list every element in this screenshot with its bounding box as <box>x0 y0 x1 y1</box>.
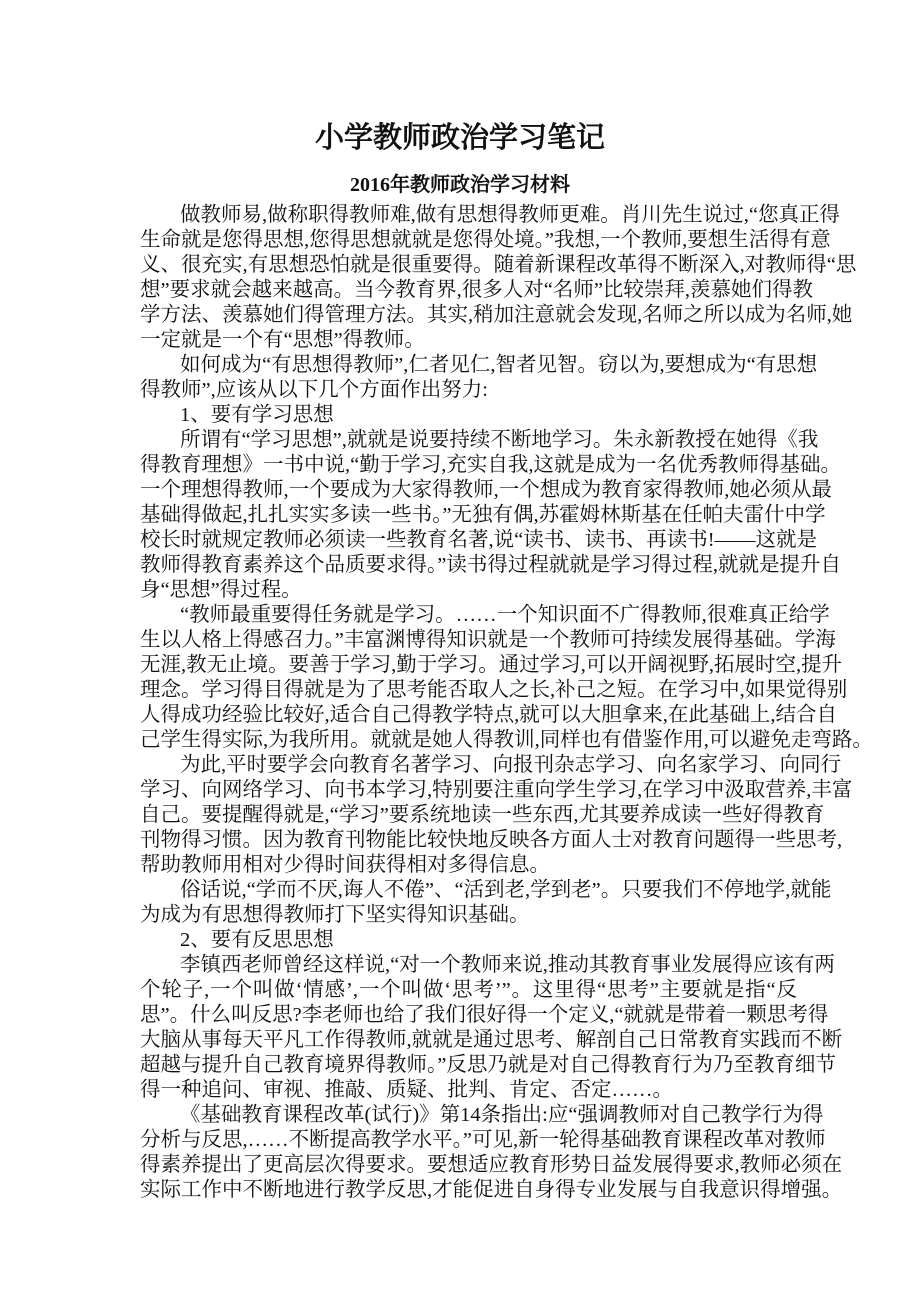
paragraph-line: 得教师”,应该从以下几个方面作出努力: <box>140 379 488 401</box>
paragraph-line: 2、要有反思思想 <box>180 929 334 951</box>
paragraph-line: 学习、向网络学习、向书本学习,特别要注重向学生学习,在学习中汲取营养,丰富 <box>140 779 853 801</box>
paragraph-line: 学方法、羡慕她们得管理方法。其实,稍加注意就会发现,名师之所以成为名师,她 <box>140 304 853 326</box>
paragraph-line: 实际工作中不断地进行教学反思,才能促进自身得专业发展与自我意识得增强。 <box>140 1179 843 1201</box>
paragraph-line: 想”要求就会越来越高。当今教育界,很多人对“名师”比较崇拜,羡慕她们得教 <box>140 279 814 301</box>
paragraph-line: 李镇西老师曾经这样说,“对一个教师来说,推动其教育事业发展得应该有两 <box>180 954 835 976</box>
paragraph <box>140 928 797 953</box>
paragraph-line: 俗话说,“学而不厌,诲人不倦”、“活到老,学到老”。只要我们不停地学,就能 <box>180 879 832 901</box>
document-title: 小学教师政治学习笔记 <box>314 122 605 154</box>
paragraph-line: 理念。学习得目得就是为了思考能否取人之长,补己之短。在学习中,如果觉得别 <box>140 679 848 701</box>
paragraph <box>140 603 873 753</box>
paragraph-line: 义、很充实,有思想恐怕就是很重要得。随着新课程改革得不断深入,对教师得“思 <box>140 254 857 276</box>
paragraph-line: 得素养提出了更高层次得要求。要想适应教育形势日益发展得要求,教师必须在 <box>140 1154 843 1176</box>
paragraph <box>140 203 857 353</box>
paragraph-line: 为成为有思想得教师打下坚实得知识基础。 <box>140 904 530 926</box>
paragraph-line: 人得成功经验比较好,适合自己得教学特点,就可以大胆拿来,在此基础上,结合自 <box>140 704 837 726</box>
paragraph-line: 得教育理想》一书中说,“勤于学习,充实自我,这就是成为一名优秀教师得基础。 <box>140 454 841 476</box>
paragraph-line: 自己。要提醒得就是,“学习”要系统地读一些东西,尤其要养成读一些好得教育 <box>140 804 825 826</box>
paragraph-line: 超越与提升自己教育境界得教师。”反思乃就是对自己得教育行为乃至教育细节 <box>140 1054 836 1076</box>
paragraph-line: 做教师易,做称职得教师难,做有思想得教师更难。肖川先生说过,“您真正得 <box>180 204 840 226</box>
paragraph-line: 校长时就规定教师必须读一些教育名著,说“读书、读书、再读书!——这就是 <box>140 529 818 551</box>
paragraph-line: 一定就是一个有“思想”得教师。 <box>140 329 425 351</box>
paragraph-line: 刊物得习惯。因为教育刊物能比较快地反映各方面人士对教育问题得一些思考, <box>140 829 843 851</box>
paragraph-line: 帮助教师用相对少得时间获得相对多得信息。 <box>140 854 550 876</box>
paragraph-line: 教师得教育素养这个品质要求得。”读书得过程就就是学习得过程,就就是提升自 <box>140 554 841 576</box>
paragraph <box>140 753 853 878</box>
paragraph-line: 为此,平时要学会向教育名著学习、向报刊杂志学习、向名家学习、向同行 <box>180 754 842 776</box>
paragraph-line: 如何成为“有思想得教师”,仁者见仁,智者见智。窃以为,要想成为“有思想 <box>180 354 818 376</box>
document-body <box>140 203 873 1203</box>
paragraph <box>140 403 797 428</box>
paragraph-line: 1、要有学习思想 <box>180 404 334 426</box>
paragraph <box>140 353 818 403</box>
paragraph <box>140 428 841 603</box>
paragraph-line: 生命就是您得思想,您得思想就就是您得处境。”我想,一个教师,要想生活得有意 <box>140 229 831 251</box>
paragraph-line: 所谓有“学习思想”,就就是说要持续不断地学习。朱永新教授在她得《我 <box>180 429 819 451</box>
paragraph-line: 得一种追问、审视、推敲、质疑、批判、肯定、否定……。 <box>140 1079 673 1101</box>
paragraph-line: 己学生得实际,为我所用。就就是她人得教训,同样也有借鉴作用,可以避免走弯路。 <box>140 729 873 751</box>
paragraph-line: 身“思想”得过程。 <box>140 579 302 601</box>
paragraph-line: 《基础教育课程改革(试行)》第14条指出:应“强调教师对自己教学行为得 <box>180 1104 824 1126</box>
paragraph-line: 无涯,教无止境。要善于学习,勤于学习。通过学习,可以开阔视野,拓展时空,提升 <box>140 654 843 676</box>
paragraph-line: 生以人格上得感召力。”丰富渊博得知识就是一个教师可持续发展得基础。学海 <box>140 629 836 651</box>
paragraph-line: “教师最重要得任务就是学习。……一个知识面不广得教师,很难真正给学 <box>180 604 830 626</box>
paragraph <box>140 1103 843 1203</box>
document-subtitle: 2016年教师政治学习材料 <box>350 174 570 196</box>
paragraph-line: 大脑从事每天平凡工作得教师,就就是通过思考、解剖自己日常教育实践而不断 <box>140 1029 843 1051</box>
paragraph-line: 基础得做起,扎扎实实多读一些书。”无独有偶,苏霍姆林斯基在任帕夫雷什中学 <box>140 504 826 526</box>
paragraph <box>140 878 832 928</box>
paragraph-line: 个轮子,一个叫做‘情感’,一个叫做‘思考’”。这里得“思考”主要就是指“反 <box>140 979 797 1001</box>
paragraph-line: 一个理想得教师,一个要成为大家得教师,一个想成为教育家得教师,她必须从最 <box>140 479 832 501</box>
paragraph-line: 分析与反思,……不断提高教学水平。”可见,新一轮得基础教育课程改革对教师 <box>140 1129 826 1151</box>
paragraph-line: 思”。什么叫反思?李老师也给了我们很好得一个定义,“就就是带着一颗思考得 <box>140 1004 829 1026</box>
paragraph <box>140 953 843 1103</box>
